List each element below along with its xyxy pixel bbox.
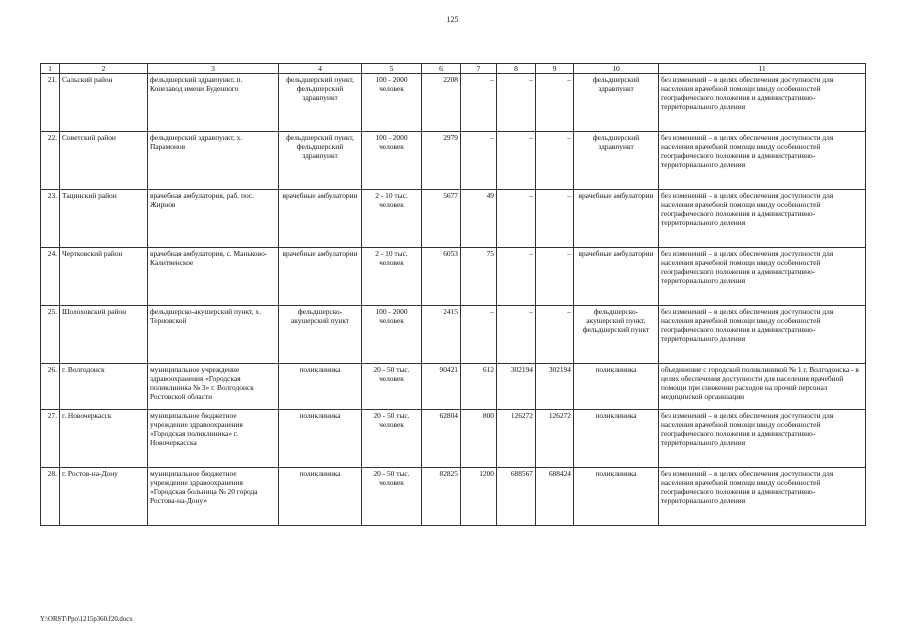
column-8-cell: –	[497, 248, 536, 306]
column-7-cell: 1200	[461, 468, 497, 526]
population-range-cell: 20 - 50 тыс. человек	[362, 364, 422, 410]
row-number: 23.	[41, 190, 60, 248]
facility-cell: фельдшерский здравпункт, х. Парамонов	[148, 132, 279, 190]
column-6-cell: 2208	[422, 74, 461, 132]
row-number: 22.	[41, 132, 60, 190]
district-cell: Советский район	[60, 132, 148, 190]
table-row	[41, 132, 866, 190]
facility-type-cell: врачебные амбулатории	[279, 248, 362, 306]
column-9-cell: –	[536, 306, 574, 364]
column-header: 7	[461, 64, 497, 74]
table-row	[41, 248, 866, 306]
column-7-cell: 800	[461, 410, 497, 468]
decision-cell: без изменений – в целях обеспечения доступности для населения врачебной помощи ввиду особенностей географического положения и административно-территориального деления	[659, 132, 866, 190]
population-range-cell: 100 - 2000 человек	[362, 132, 422, 190]
column-6-cell: 6053	[422, 248, 461, 306]
column-8-cell: –	[497, 190, 536, 248]
column-10-cell: фельдшерско-акушерский пункт, фельдшерский пункт	[574, 306, 659, 364]
facility-type-cell: фельдшерский пункт, фельдшерский здравпункт	[279, 132, 362, 190]
row-number: 26.	[41, 364, 60, 410]
facility-cell: муниципальное бюджетное учреждение здравоохранения «Городская поликлиника» г. Новочеркасска	[148, 410, 279, 468]
district-cell: г. Новочеркасск	[60, 410, 148, 468]
column-header: 4	[279, 64, 362, 74]
column-10-cell: фельдшерский здравпункт	[574, 74, 659, 132]
table-row	[41, 74, 866, 132]
decision-cell: без изменений – в целях обеспечения доступности для населения врачебной помощи ввиду особенностей географического положения и административно-территориального деления	[659, 190, 866, 248]
district-cell: Сальский район	[60, 74, 148, 132]
decision-cell: без изменений – в целях обеспечения доступности для населения врачебной помощи ввиду особенностей географического положения и административно-территориального деления	[659, 306, 866, 364]
table-body	[41, 74, 866, 526]
decision-cell: без изменений – в целях обеспечения доступности для населения врачебной помощи ввиду особенностей географического положения и административно-территориального деления	[659, 410, 866, 468]
decision-cell: без изменений – в целях обеспечения доступности для населения врачебной помощи ввиду особенностей географического положения и административно-территориального деления	[659, 248, 866, 306]
column-9-cell: –	[536, 132, 574, 190]
facility-cell: фельдшерско-акушерский пункт, х. Терновской	[148, 306, 279, 364]
column-6-cell: 62804	[422, 410, 461, 468]
district-cell: Чертковский район	[60, 248, 148, 306]
column-10-cell: врачебные амбулатории	[574, 248, 659, 306]
population-range-cell: 2 - 10 тыс. человек	[362, 190, 422, 248]
column-9-cell: 688424	[536, 468, 574, 526]
column-header: 2	[60, 64, 148, 74]
table-row	[41, 306, 866, 364]
row-number: 27.	[41, 410, 60, 468]
column-7-cell: 49	[461, 190, 497, 248]
column-6-cell: 5677	[422, 190, 461, 248]
column-7-cell: 75	[461, 248, 497, 306]
facility-cell: врачебная амбулатория, с. Маньково-Калитвенское	[148, 248, 279, 306]
table-row	[41, 468, 866, 526]
decision-cell: без изменений – в целях обеспечения доступности для населения врачебной помощи ввиду особенностей географического положения и административно-территориального деления	[659, 74, 866, 132]
column-header: 3	[148, 64, 279, 74]
district-cell: Шолоховский район	[60, 306, 148, 364]
row-number: 21.	[41, 74, 60, 132]
column-header: 1	[41, 64, 60, 74]
population-range-cell: 100 - 2000 человек	[362, 74, 422, 132]
district-cell: г. Волгодонск	[60, 364, 148, 410]
population-range-cell: 100 - 2000 человек	[362, 306, 422, 364]
column-9-cell: 302194	[536, 364, 574, 410]
page-number: 125	[446, 15, 459, 24]
column-9-cell: –	[536, 190, 574, 248]
facility-type-cell: поликлиника	[279, 410, 362, 468]
column-8-cell: –	[497, 74, 536, 132]
population-range-cell: 20 - 50 тыс. человек	[362, 410, 422, 468]
decision-cell: без изменений – в целях обеспечения доступности для населения врачебной помощи ввиду особенностей географического положения и административно-территориального деления	[659, 468, 866, 526]
table-row	[41, 410, 866, 468]
decision-cell: объединение с городской поликлиникой № 1 г. Волгодонска - в целях обеспечения доступности для населения врачебной помощи при снижении расходов на прочий персонал медицинской организации	[659, 364, 866, 410]
column-8-cell: 302194	[497, 364, 536, 410]
column-9-cell: –	[536, 74, 574, 132]
column-10-cell: поликлиника	[574, 364, 659, 410]
data-table	[40, 63, 866, 526]
column-9-cell: 126272	[536, 410, 574, 468]
table-row	[41, 190, 866, 248]
column-8-cell: 126272	[497, 410, 536, 468]
column-header: 8	[497, 64, 536, 74]
row-number: 28.	[41, 468, 60, 526]
column-6-cell: 82825	[422, 468, 461, 526]
column-10-cell: поликлиника	[574, 410, 659, 468]
facility-cell: фельдшерский здравпункт, п. Конезавод имени Буденного	[148, 74, 279, 132]
column-header: 10	[574, 64, 659, 74]
facility-type-cell: врачебные амбулатории	[279, 190, 362, 248]
population-range-cell: 20 - 50 тыс. человек	[362, 468, 422, 526]
facility-cell: муниципальное учреждение здравоохранения «Городская поликлиника № 3» г. Волгодонск Ростовской области	[148, 364, 279, 410]
facility-cell: врачебная амбулатория, раб. пос. Жирнов	[148, 190, 279, 248]
column-10-cell: врачебные амбулатории	[574, 190, 659, 248]
column-header: 11	[659, 64, 866, 74]
column-6-cell: 90421	[422, 364, 461, 410]
facility-type-cell: поликлиника	[279, 468, 362, 526]
row-number: 25.	[41, 306, 60, 364]
column-8-cell: –	[497, 132, 536, 190]
column-10-cell: фельдшерский здравпункт	[574, 132, 659, 190]
column-header: 6	[422, 64, 461, 74]
column-7-cell: –	[461, 74, 497, 132]
facility-type-cell: поликлиника	[279, 364, 362, 410]
file-path-footer: Y:\ORST\Ppo\1215p360.f20.docx	[40, 616, 133, 623]
column-header: 5	[362, 64, 422, 74]
facility-cell: муниципальное бюджетное учреждение здравоохранения «Городская больница № 20 города Ростова-на-Дону»	[148, 468, 279, 526]
column-7-cell: –	[461, 306, 497, 364]
column-8-cell: 688567	[497, 468, 536, 526]
population-range-cell: 2 - 10 тыс. человек	[362, 248, 422, 306]
column-8-cell: –	[497, 306, 536, 364]
table-header	[41, 64, 866, 74]
column-6-cell: 2979	[422, 132, 461, 190]
column-7-cell: 612	[461, 364, 497, 410]
column-9-cell: –	[536, 248, 574, 306]
row-number: 24.	[41, 248, 60, 306]
column-7-cell: –	[461, 132, 497, 190]
district-cell: г. Ростов-на-Дону	[60, 468, 148, 526]
column-10-cell: поликлиника	[574, 468, 659, 526]
district-cell: Тацинский район	[60, 190, 148, 248]
facility-type-cell: фельдшерский пункт, фельдшерский здравпункт	[279, 74, 362, 132]
header-row	[41, 64, 866, 74]
column-6-cell: 2415	[422, 306, 461, 364]
facility-type-cell: фельдшерско-акушерский пункт	[279, 306, 362, 364]
table-row	[41, 364, 866, 410]
column-header: 9	[536, 64, 574, 74]
